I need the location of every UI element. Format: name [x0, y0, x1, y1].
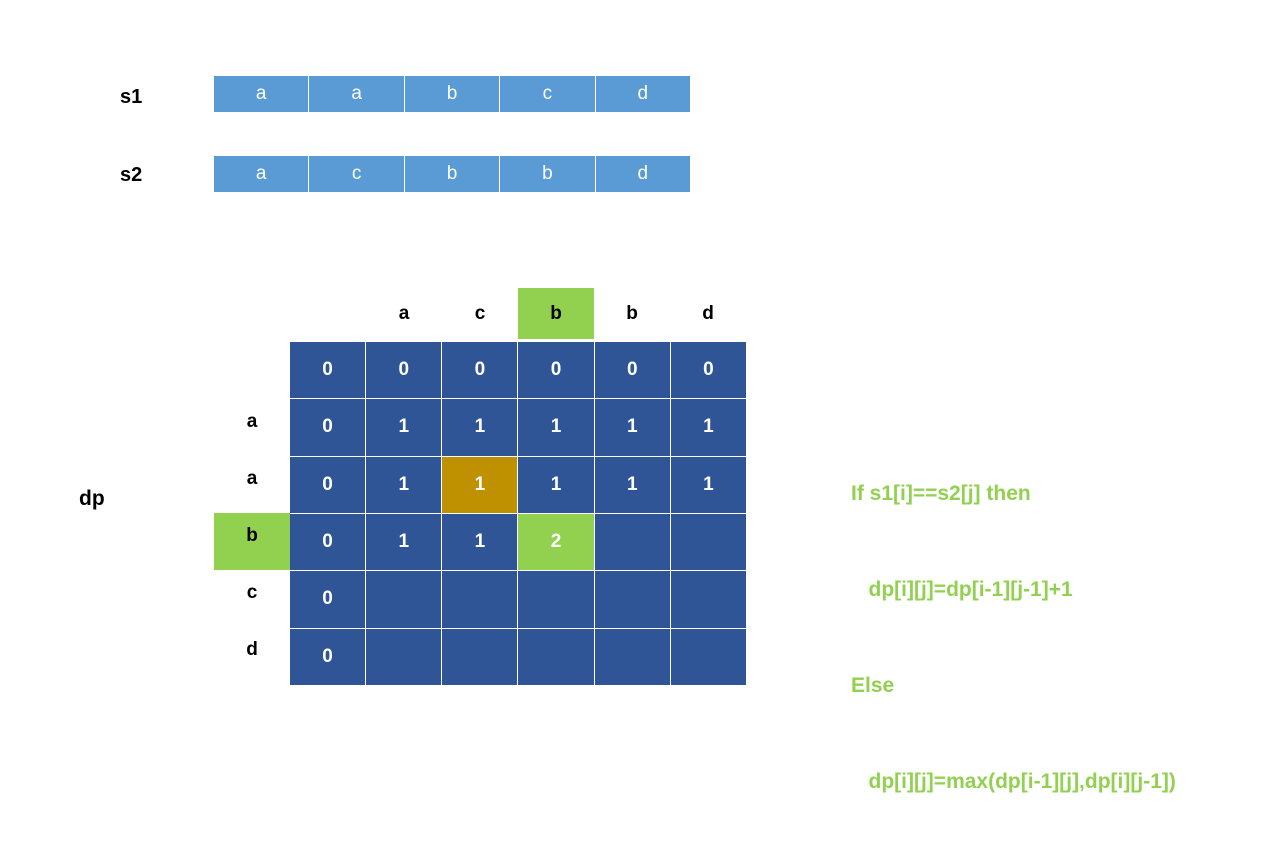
dp-label: dp [79, 487, 105, 510]
dp-col-header-highlighted: b [518, 288, 594, 339]
dp-col-header: b [626, 302, 638, 324]
dp-col-header: a [398, 302, 410, 324]
dp-col-header: c [474, 302, 486, 324]
formula-line: If s1[i]==s2[j] then [851, 482, 1031, 505]
dp-cell: 0 [366, 342, 441, 398]
s1-char: a [214, 76, 309, 112]
dp-table [290, 342, 746, 685]
dp-cell [595, 629, 670, 685]
dp-cell [671, 629, 746, 685]
dp-cell: 0 [290, 399, 365, 455]
s2-char: c [309, 156, 404, 192]
s1-char: d [637, 83, 649, 104]
dp-cell: 0 [290, 342, 365, 398]
dp-cell: 1 [595, 457, 670, 513]
s2-char: d [637, 163, 649, 184]
dp-cell [442, 571, 517, 627]
dp-cell [595, 571, 670, 627]
s1-label: s1 [120, 86, 143, 108]
dp-cell [366, 629, 441, 685]
dp-cell: 0 [671, 342, 746, 398]
dp-cell: 0 [595, 342, 670, 398]
dp-cell: 1 [366, 399, 441, 455]
s2-char: a [214, 156, 309, 192]
dp-cell [671, 571, 746, 627]
dp-cell: 1 [518, 399, 593, 455]
dp-row-header: d [246, 639, 258, 660]
dp-cell: 0 [442, 342, 517, 398]
dp-cell [366, 571, 441, 627]
dp-cell: 0 [518, 342, 593, 398]
recurrence-formula [851, 414, 1176, 862]
dp-cell: 1 [442, 514, 517, 570]
dp-cell [442, 629, 517, 685]
s2-char: b [500, 156, 595, 192]
dp-col-header: d [702, 302, 714, 324]
dp-cell: 0 [290, 571, 365, 627]
formula-line: Else [851, 674, 895, 697]
s2-strip [214, 156, 690, 192]
dp-cell [518, 571, 593, 627]
dp-row-header: c [246, 582, 258, 603]
dp-cell: 0 [290, 514, 365, 570]
s2-char: b [405, 156, 500, 192]
dp-cell: 1 [366, 514, 441, 570]
dp-row-header: a [246, 468, 258, 489]
dp-cell: 1 [671, 399, 746, 455]
dp-cell: 1 [671, 457, 746, 513]
dp-row-header-highlighted: b [214, 513, 290, 570]
s1-char: c [500, 76, 595, 112]
dp-cell: 1 [442, 399, 517, 455]
dp-cell-diagonal-source: 1 [442, 457, 517, 513]
s1-char: a [309, 76, 404, 112]
s1-char: b [405, 76, 500, 112]
dp-cell: 0 [290, 457, 365, 513]
dp-cell: 1 [366, 457, 441, 513]
dp-cell: 0 [290, 629, 365, 685]
dp-cell [595, 514, 670, 570]
dp-cell: 1 [595, 399, 670, 455]
dp-cell-current: 2 [518, 514, 593, 570]
dp-cell [518, 629, 593, 685]
dp-row-header: a [246, 411, 258, 432]
dp-cell: 1 [518, 457, 593, 513]
formula-line: dp[i][j]=max(dp[i-1][j],dp[i][j-1]) [851, 770, 1176, 793]
formula-line: dp[i][j]=dp[i-1][j-1]+1 [851, 578, 1073, 601]
s2-label: s2 [120, 164, 143, 186]
dp-cell [671, 514, 746, 570]
s1-strip [214, 76, 690, 112]
